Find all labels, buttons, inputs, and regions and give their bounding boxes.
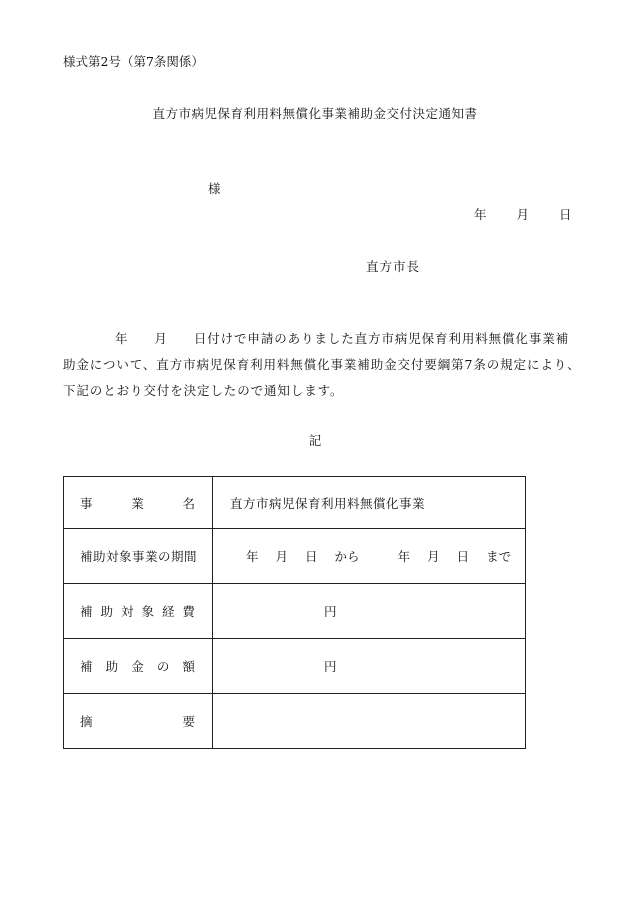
- issuer-name: 直方市長: [366, 259, 421, 274]
- date-day: 日: [559, 207, 572, 222]
- detail-table: [63, 476, 526, 749]
- period-end-month: 月: [427, 549, 440, 564]
- label-cell: [64, 584, 213, 639]
- label-char: 補: [80, 659, 93, 674]
- body-text: 日付けで申請のありました直方市病児保育利用料無償化事業補助金について、直方市病児保育利用料無償化事業補助金交付要綱第7条の規定により、下記のとおり交付を決定したので通知します。: [63, 331, 581, 398]
- period-end-year: 年: [397, 549, 411, 564]
- period-start-month: 月: [275, 549, 289, 564]
- label-char: 助: [105, 659, 119, 674]
- remarks-value: [213, 694, 526, 749]
- label-cell: [64, 639, 213, 694]
- period-label: 補助対象事業の期間: [80, 549, 198, 564]
- body-year: 年: [115, 331, 129, 346]
- period-until: まで: [486, 549, 512, 564]
- document-title: 直方市病児保育利用料無償化事業補助金交付決定通知書: [152, 106, 478, 121]
- table-row: [64, 477, 526, 529]
- table-row: [64, 639, 526, 694]
- label-char: 額: [182, 659, 195, 674]
- label-char: 名: [182, 495, 195, 511]
- body-paragraph: [63, 326, 581, 404]
- label-char: の: [156, 659, 170, 674]
- table-row: [64, 694, 526, 749]
- label-char: 象: [141, 604, 154, 619]
- period-start-year: 年: [246, 549, 259, 564]
- label-cell: [64, 694, 213, 749]
- label-char: 経: [161, 604, 175, 619]
- table-row: [64, 529, 526, 584]
- label-char: 金: [131, 659, 144, 674]
- label-char: 事: [80, 495, 93, 511]
- table-row: [64, 584, 526, 639]
- period-end-day: 日: [456, 549, 470, 564]
- period-start-day: 日: [305, 549, 318, 564]
- label-char: 対: [120, 604, 134, 619]
- form-number: 様式第2号（第7条関係）: [63, 54, 204, 69]
- date-year: 年: [474, 207, 487, 222]
- period-from: から: [334, 549, 360, 564]
- addressee-suffix: 様: [208, 181, 221, 196]
- body-month: 月: [154, 331, 168, 346]
- period-cell: [213, 529, 526, 584]
- label-char: 要: [182, 714, 195, 729]
- date-month: 月: [516, 207, 530, 222]
- label-cell: [64, 477, 213, 529]
- date-line: [474, 205, 572, 223]
- subsidy-amount-value: 円: [213, 639, 526, 694]
- project-name-value: 直方市病児保育利用料無償化事業: [213, 477, 526, 529]
- label-char: 補: [80, 604, 93, 619]
- label-cell: [64, 529, 213, 584]
- label-char: 業: [131, 495, 144, 511]
- label-char: 摘: [80, 714, 93, 729]
- label-char: 費: [182, 604, 195, 619]
- eligible-cost-value: 円: [213, 584, 526, 639]
- label-char: 助: [100, 604, 113, 619]
- ki-heading: 記: [308, 433, 322, 448]
